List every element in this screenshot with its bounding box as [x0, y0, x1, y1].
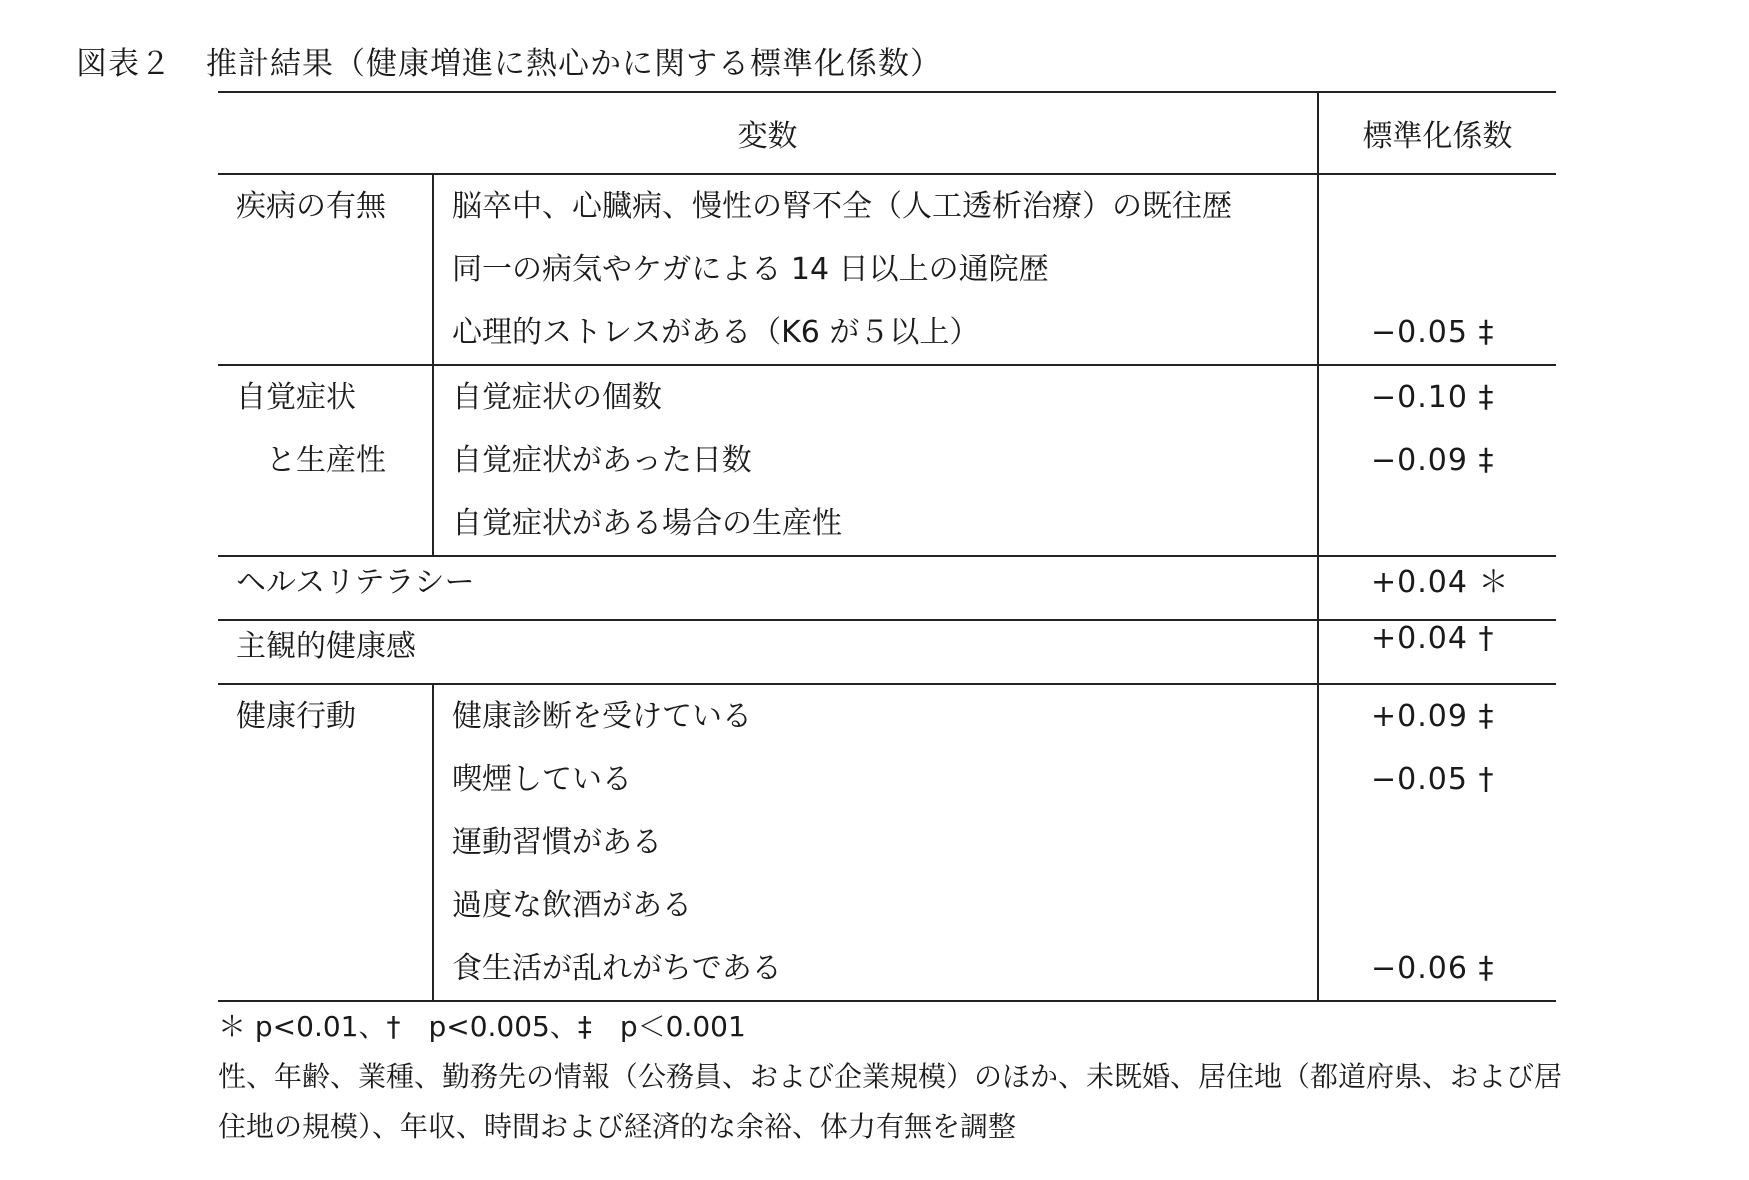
- significance-note: ＊ p<0.01、† p<0.005、‡ p＜0.001: [218, 1010, 746, 1043]
- group-label-behavior: 健康行動: [218, 684, 433, 1001]
- coef-cell: −0.10 ‡: [1371, 380, 1495, 415]
- results-table: [218, 91, 1556, 1002]
- header-coefficient: 標準化係数: [1318, 92, 1556, 174]
- controls-note-line2: 住地の規模）、年収、時間および経済的な余裕、体力有無を調整: [218, 1110, 1017, 1143]
- coef-cell: +0.09 ‡: [1371, 699, 1495, 734]
- coef-cell: [1319, 874, 1556, 937]
- table-row-group-symptoms: [218, 365, 1556, 556]
- variable-cell: 喫煙している: [452, 762, 632, 797]
- table-row-health-literacy: [218, 556, 1556, 620]
- variable-cell: 主観的健康感: [218, 620, 1318, 684]
- variable-cell: 運動習慣がある: [452, 825, 662, 860]
- group-variables-symptoms: [433, 365, 1318, 556]
- coef-cell: −0.09 ‡: [1371, 443, 1495, 478]
- coef-cell: −0.05 ‡: [1371, 315, 1495, 350]
- coef-cell: [1319, 175, 1556, 238]
- variable-cell: 健康診断を受けている: [452, 699, 752, 734]
- variable-cell: 過度な飲酒がある: [452, 888, 692, 923]
- coef-cell: [1319, 811, 1556, 874]
- variable-cell: 同一の病気やケガによる 14 日以上の通院歴: [452, 252, 1049, 287]
- header-variable: 変数: [218, 92, 1318, 174]
- group-variables-disease: [433, 174, 1318, 365]
- table-row-group-disease: [218, 174, 1556, 365]
- group-label-disease: 疾病の有無: [218, 174, 433, 365]
- variable-cell: 心理的ストレスがある（K6 が５以上）: [452, 315, 980, 350]
- table-row-subjective-health: [218, 620, 1556, 684]
- group-coefs-disease: [1318, 174, 1556, 365]
- group-coefs-behavior: [1318, 684, 1556, 1001]
- coef-cell: −0.05 †: [1371, 762, 1495, 797]
- coef-cell: [1319, 238, 1556, 301]
- variable-cell: ヘルスリテラシー: [218, 556, 1318, 620]
- group-coefs-symptoms: [1318, 365, 1556, 556]
- group-label-symptoms: 自覚症状 と生産性: [218, 365, 433, 556]
- group-variables-behavior: [433, 684, 1318, 1001]
- variable-cell: 脳卒中、心臓病、慢性の腎不全（人工透析治療）の既往歴: [452, 189, 1232, 224]
- figure-label: 図表２: [76, 46, 172, 82]
- figure-caption: 推計結果（健康増進に熱心かに関する標準化係数）: [206, 46, 942, 82]
- variable-cell: 自覚症状がある場合の生産性: [452, 506, 842, 541]
- table-row-group-behavior: [218, 684, 1556, 1001]
- controls-note-line1: 性、年齢、業種、勤務先の情報（公務員、および企業規模）のほか、未既婚、居住地（都道府県、および居: [218, 1060, 1563, 1093]
- variable-cell: 自覚症状の個数: [452, 380, 662, 415]
- table-header-row: [218, 92, 1556, 174]
- variable-cell: 食生活が乱れがちである: [452, 951, 782, 986]
- figure-title: [76, 38, 942, 83]
- coef-cell: −0.06 ‡: [1371, 951, 1495, 986]
- variable-cell: 自覚症状があった日数: [452, 443, 752, 478]
- coef-cell: +0.04 ＊: [1318, 556, 1556, 620]
- coef-cell: +0.04 †: [1318, 620, 1556, 684]
- table-notes: [218, 1002, 1563, 1152]
- coef-cell: [1319, 492, 1556, 555]
